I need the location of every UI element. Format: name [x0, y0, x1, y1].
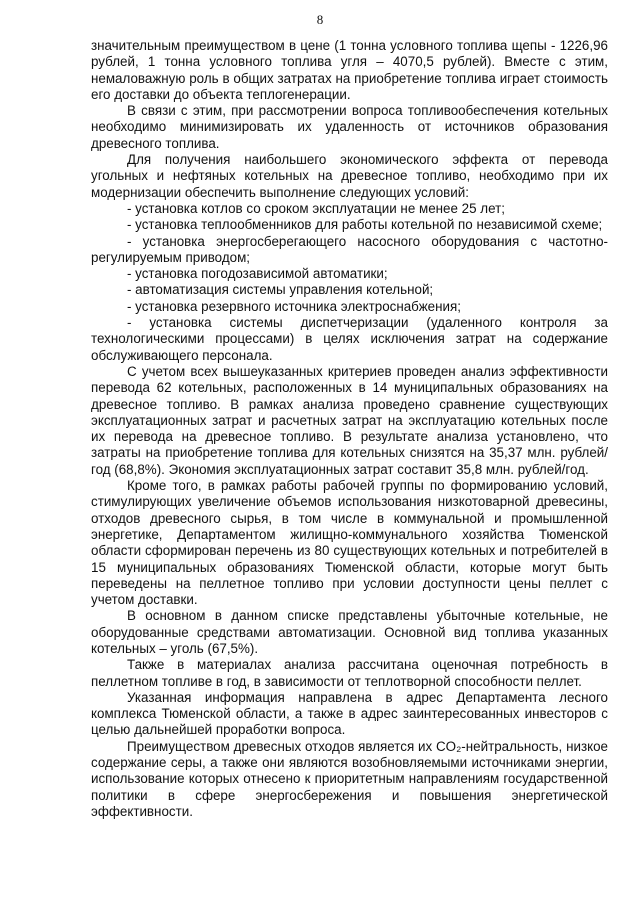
list-item-weather-automation: - установка погодозависимой автоматики;	[127, 266, 388, 282]
paragraph-advantages: Преимуществом древесных отходов является их CO₂-нейтральность, низкое содержание серы, а также они являются возобновляемыми источниками энергии, использование которых отнесено к приоритетным направлениям государственной политики в сфере энергосбережения и повышения энергетической эффективности.	[91, 738, 608, 819]
paragraph-2: В связи с этим, при рассмотрении вопроса топливообеспечения котельных необходимо минимизировать их удаленность от источников образования древесного топлива.	[91, 103, 608, 151]
paragraph-information-sent: Указанная информация направлена в адрес Департамента лесного комплекса Тюменской области, а также в адрес заинтересованных инвесторов с целью дальнейшей проработки вопроса.	[91, 689, 608, 738]
paragraph-analysis: С учетом всех вышеуказанных критериев проведен анализ эффективности перевода 62 котельных, расположенных в 14 муниципальных образованиях на древесное топливо. В рамках анализа проведено сравнение существующих эксплуатационных затрат и расчетных затрат на эксплуатацию котельных после их перевода на древесное топливо. В результате анализа установлено, что затраты на приобретение топлива для котельных снизятся на 35,37 млн. рублей/год (68,8%). Экономия эксплуатационных затрат составит 35,8 млн. рублей/год.	[91, 363, 608, 477]
body-text	[91, 38, 608, 820]
list-item-backup-power: - установка резервного источника электроснабжения;	[127, 298, 461, 314]
list-item-boilers: - установка котлов со сроком эксплуатации не менее 25 лет;	[127, 200, 505, 216]
paragraph-3: Для получения наибольшего экономического эффекта от перевода угольных и нефтяных котельных на древесное топливо, необходимо при их модернизации обеспечить выполнение следующих условий:	[91, 152, 608, 200]
paragraph-list-summary: В основном в данном списке представлены убыточные котельные, не оборудованные средствами автоматизации. Основной вид топлива указанных котельных – уголь (67,5%).	[91, 608, 608, 656]
list-item-pumps: - установка энергосберегающего насосного оборудования с частотно-регулируемым приводом;	[91, 233, 608, 265]
paragraph-working-group: Кроме того, в рамках работы рабочей группы по формированию условий, стимулирующих увеличение объемов использования низкотоварной древесины, отходов древесного сырья, в том числе в коммунальной и промышленной энергетике, Департаментом жилищно-коммунального хозяйства Тюменской области сформирован перечень из 80 существующих котельных и потребителей в 15 муниципальных образованиях Тюменской области, которые могут быть переведены на пеллетное топливо при условии доступности цены пеллет с учетом доставки.	[91, 478, 608, 608]
paragraph-1: значительным преимуществом в цене (1 тонна условного топлива щепы - 1226,96 рублей, 1 тонна условного топлива угля – 4070,5 рублей). Вместе с этим, немаловажную роль в общих затратах на приобретение топлива играет стоимость его доставки до объекта теплогенерации.	[91, 38, 608, 102]
list-item-dispatch-system: - установка системы диспетчеризации (удаленного контроля за технологическими процессами) в целях исключения затрат на содержание обслуживающего персонала.	[91, 315, 608, 363]
list-item-heat-exchangers: - установка теплообменников для работы котельной по независимой схеме;	[127, 217, 603, 233]
page-number: 8	[316, 12, 324, 27]
paragraph-pellet-demand: Также в материалах анализа рассчитана оценочная потребность в пеллетном топливе в год, в зависимости от теплотворной способности пеллет.	[91, 657, 608, 689]
list-item-control-automation: - автоматизация системы управления котельной;	[127, 282, 434, 298]
